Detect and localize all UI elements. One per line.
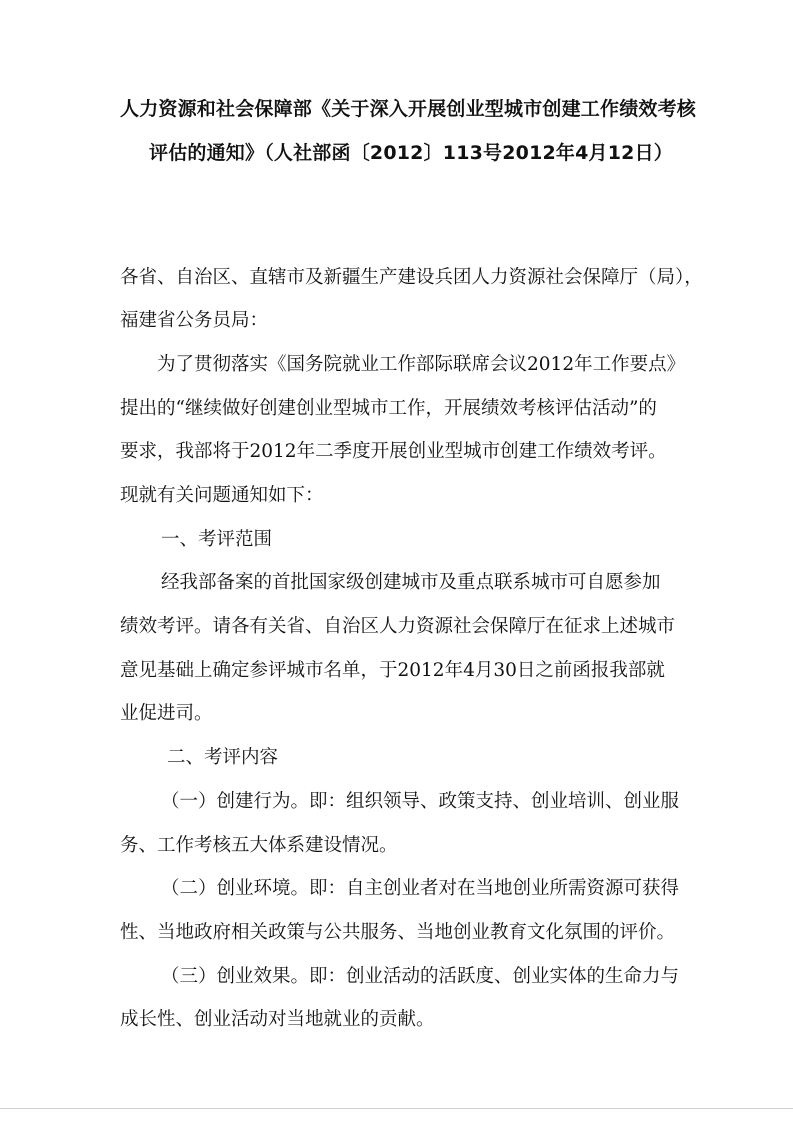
- document-title-line-1: 人力资源和社会保障部《关于深入开展创业型城市创建工作绩效考核: [120, 98, 697, 120]
- paragraph-line: （二）创业环境。即：自主创业者对在当地创业所需资源可获得: [161, 878, 680, 899]
- paragraph-line: 意见基础上确定参评城市名单，于2012年4月30日之前函报我部就: [120, 660, 665, 681]
- paragraph-line: 业促进司。: [120, 703, 213, 724]
- addressee-line-1: 各省、自治区、直辖市及新疆生产建设兵团人力资源社会保障厅（局），: [120, 267, 703, 288]
- paragraph-line: 现就有关问题通知如下：: [120, 485, 324, 506]
- paragraph-line: 提出的“继续做好创建创业型城市工作，开展绩效考核评估活动”的: [120, 398, 657, 419]
- paragraph-line: 为了贯彻落实《国务院就业工作部际联席会议2012年工作要点》: [157, 354, 686, 375]
- document-title-line-2: 评估的通知》（人社部函〔2012〕113号2012年4月12日）: [149, 142, 673, 164]
- page-bottom-rule: [0, 1108, 793, 1109]
- paragraph-line: 要求，我部将于2012年二季度开展创业型城市创建工作绩效考评。: [120, 441, 667, 462]
- paragraph-line: 性、当地政府相关政策与公共服务、当地创业教育文化氛围的评价。: [120, 922, 676, 943]
- paragraph-line: （一）创建行为。即：组织领导、政策支持、创业培训、创业服: [161, 791, 680, 812]
- section-heading: 一、考评范围: [161, 529, 273, 550]
- paragraph-line: （三）创业效果。即：创业活动的活跃度、创业实体的生命力与: [161, 966, 680, 987]
- paragraph-line: 成长性、创业活动对当地就业的贡献。: [120, 1009, 435, 1030]
- paragraph-line: 绩效考评。请各有关省、自治区人力资源社会保障厅在征求上述城市: [120, 616, 676, 637]
- paragraph-line: 务、工作考核五大体系建设情况。: [120, 835, 398, 856]
- paragraph-line: 经我部备案的首批国家级创建城市及重点联系城市可自愿参加: [161, 572, 661, 593]
- addressee-line-2: 福建省公务员局：: [120, 310, 269, 331]
- section-heading: 二、考评内容: [167, 747, 279, 768]
